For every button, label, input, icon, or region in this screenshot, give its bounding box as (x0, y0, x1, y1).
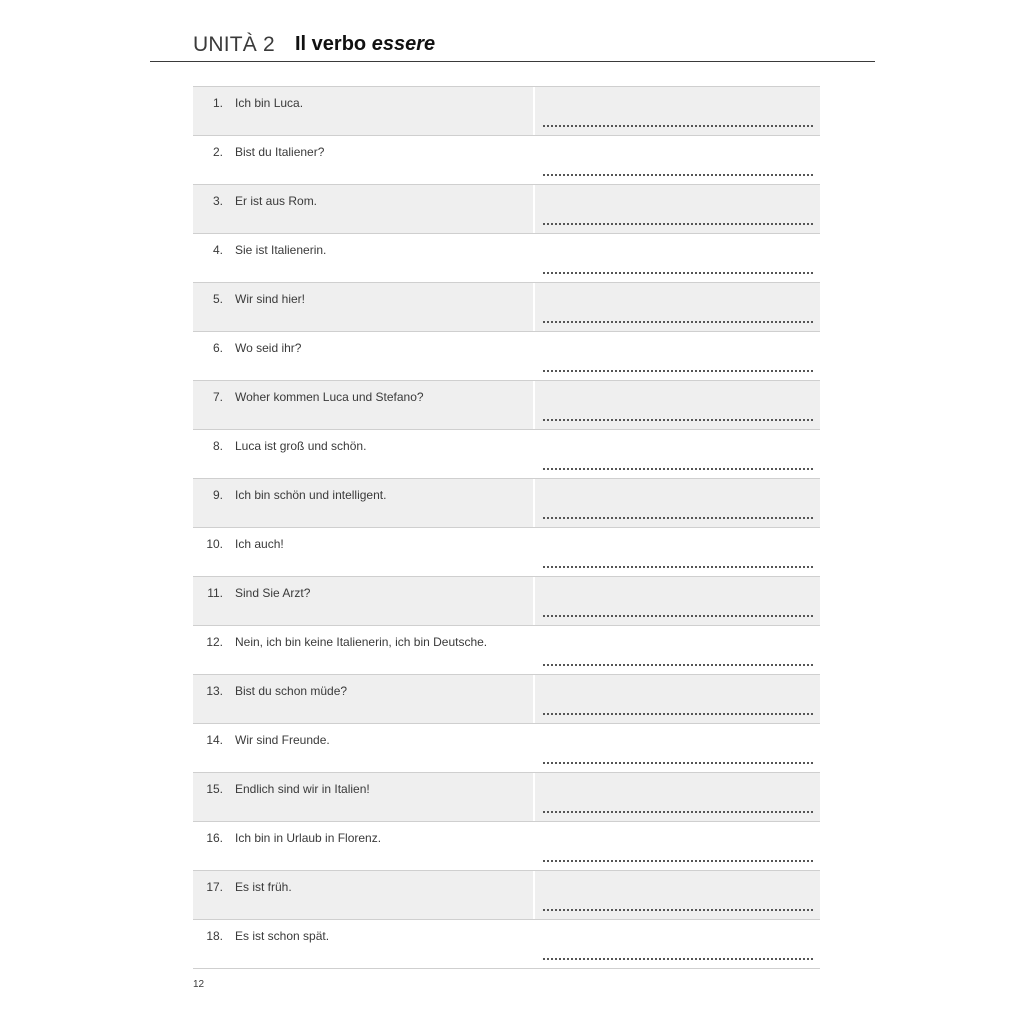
exercise-row (193, 920, 820, 969)
answer-line[interactable] (543, 321, 813, 323)
exercise-row (193, 626, 820, 675)
exercise-table (193, 86, 820, 969)
exercise-row (193, 234, 820, 283)
page-title (295, 33, 435, 56)
item-number: 12. (206, 635, 223, 649)
cell-divider (533, 381, 535, 429)
answer-line[interactable] (543, 713, 813, 715)
answer-line[interactable] (543, 958, 813, 960)
answer-line[interactable] (543, 370, 813, 372)
cell-divider (533, 87, 535, 135)
german-sentence: Wo seid ihr? (235, 341, 302, 355)
answer-line[interactable] (543, 468, 813, 470)
answer-line[interactable] (543, 762, 813, 764)
exercise-row (193, 86, 820, 136)
item-number: 1. (212, 96, 223, 110)
exercise-row (193, 332, 820, 381)
item-number: 15. (206, 782, 223, 796)
answer-line[interactable] (543, 517, 813, 519)
exercise-row (193, 381, 820, 430)
german-sentence: Es ist schon spät. (235, 929, 330, 943)
exercise-row (193, 773, 820, 822)
item-number: 10. (206, 537, 223, 551)
unit-label: UNITÀ 2 (193, 33, 275, 56)
item-number: 2. (212, 145, 223, 159)
exercise-row (193, 283, 820, 332)
cell-divider (533, 871, 535, 919)
title-prefix: Il verbo (295, 33, 367, 55)
cell-divider (533, 675, 535, 723)
item-number: 18. (206, 929, 223, 943)
answer-line[interactable] (543, 174, 813, 176)
answer-line[interactable] (543, 419, 813, 421)
item-number: 3. (212, 194, 223, 208)
cell-divider (533, 185, 535, 233)
item-number: 7. (212, 390, 223, 404)
item-number: 4. (212, 243, 223, 257)
german-sentence: Ich bin in Urlaub in Florenz. (235, 831, 382, 845)
german-sentence: Bist du schon müde? (235, 684, 348, 698)
german-sentence: Es ist früh. (235, 880, 292, 894)
answer-line[interactable] (543, 860, 813, 862)
answer-line[interactable] (543, 272, 813, 274)
german-sentence: Ich bin Luca. (235, 96, 304, 110)
exercise-row (193, 822, 820, 871)
answer-line[interactable] (543, 223, 813, 225)
answer-line[interactable] (543, 566, 813, 568)
exercise-row (193, 528, 820, 577)
answer-line[interactable] (543, 125, 813, 127)
german-sentence: Woher kommen Luca und Stefano? (235, 390, 424, 404)
exercise-row (193, 871, 820, 920)
title-verb: essere (371, 33, 436, 55)
exercise-row (193, 136, 820, 185)
answer-line[interactable] (543, 615, 813, 617)
exercise-row (193, 185, 820, 234)
item-number: 5. (212, 292, 223, 306)
german-sentence: Wir sind Freunde. (235, 733, 330, 747)
page-header (150, 30, 875, 62)
item-number: 8. (212, 439, 223, 453)
answer-line[interactable] (543, 909, 813, 911)
item-number: 16. (206, 831, 223, 845)
exercise-row (193, 675, 820, 724)
item-number: 6. (212, 341, 223, 355)
german-sentence: Ich bin schön und intelligent. (235, 488, 387, 502)
exercise-row (193, 724, 820, 773)
german-sentence: Sie ist Italienerin. (235, 243, 327, 257)
item-number: 9. (212, 488, 223, 502)
item-number: 11. (207, 586, 223, 600)
item-number: 14. (206, 733, 223, 747)
exercise-row (193, 577, 820, 626)
german-sentence: Endlich sind wir in Italien! (235, 782, 370, 796)
item-number: 17. (206, 880, 223, 894)
answer-line[interactable] (543, 664, 813, 666)
exercise-row (193, 479, 820, 528)
german-sentence: Er ist aus Rom. (235, 194, 318, 208)
cell-divider (533, 773, 535, 821)
page-number: 12 (193, 979, 205, 990)
german-sentence: Ich auch! (235, 537, 284, 551)
german-sentence: Sind Sie Arzt? (235, 586, 311, 600)
item-number: 13. (206, 684, 223, 698)
german-sentence: Luca ist groß und schön. (235, 439, 367, 453)
cell-divider (533, 283, 535, 331)
german-sentence: Bist du Italiener? (235, 145, 325, 159)
cell-divider (533, 577, 535, 625)
exercise-row (193, 430, 820, 479)
answer-line[interactable] (543, 811, 813, 813)
german-sentence: Nein, ich bin keine Italienerin, ich bin Deutsche. (235, 635, 488, 649)
german-sentence: Wir sind hier! (235, 292, 306, 306)
cell-divider (533, 479, 535, 527)
